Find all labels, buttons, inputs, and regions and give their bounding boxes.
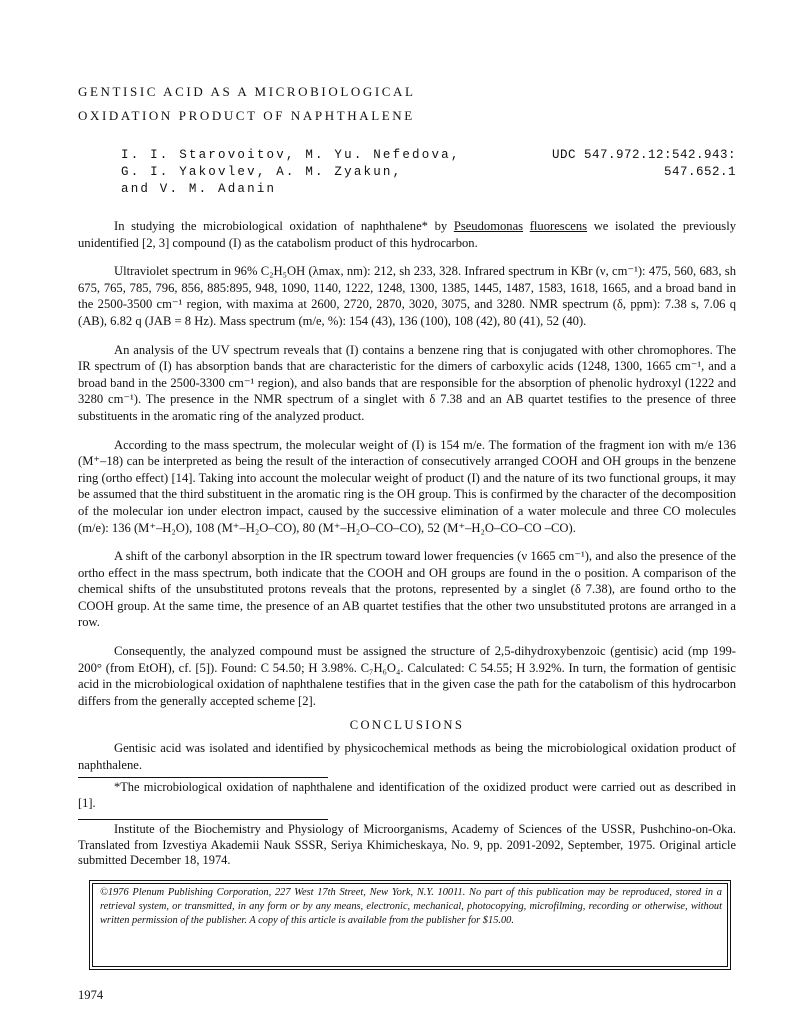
footnote: *The microbiological oxidation of naphthalene and identification of the oxidized product were carried out as described in [1]. — [78, 780, 736, 810]
intro-space — [523, 219, 530, 233]
author-line-2: G. I. Yakovlev, A. M. Zyakun, — [121, 165, 403, 179]
conclusions-heading: CONCLUSIONS — [349, 718, 465, 733]
affiliation-divider — [78, 819, 328, 820]
copyright-box — [89, 880, 731, 970]
genus-name: Pseudomonas — [453, 219, 524, 233]
author-line-1: I. I. Starovoitov, M. Yu. Nefedova, — [121, 148, 461, 162]
intro-text-e: we isolated the previously unidentified [2, 3] compound (I) as the catabolism product of this hydrocarbon. — [78, 219, 736, 250]
udc-code — [552, 147, 736, 181]
article-title-line-2: OXIDATION PRODUCT OF NAPHTHALENE — [78, 108, 415, 123]
paragraph-structure: Consequently, the analyzed compound must be assigned the structure of 2,5-dihydroxybenzoic (gentisic) acid (mp 199-200° (from EtOH), cf. [5]). Found: C 54.50; H 3.98%. C₇H₆O₄. Calculated: C 54.55; H 3.92%. In turn, the formation of gentisic acid in the microbiological oxidation of naphthalene testifies that in the given case the path for the catabolism of this hydrocarbon differs from the generally accepted scheme [2]. — [78, 644, 736, 708]
author-line-3: and V. M. Adanin — [121, 182, 277, 196]
article-body — [78, 218, 736, 877]
paragraph-spectra: Ultraviolet spectrum in 96% C₂H₅OH (λmax, nm): 212, sh 233, 328. Infrared spectrum in KBr (ν, cm⁻¹): 475, 560, 683, sh 675, 765, 785, 796, 856, 885:895, 948, 1090, 1140, 1222, 1248, 1300, 1385, 1445, 1487, 1583, 1618, 1665, and a broad band in the 2500-3500 cm⁻¹ region, with maxima at 2600, 2720, 2870, 3020, 3075, and 3280. NMR spectrum (δ, ppm): 7.38 s, 7.06 q (AB), 6.82 q (JAB = 8 Hz). Mass spectrum (m/e, %): 154 (43), 136 (100), 108 (42), 80 (41), 52 (40). — [78, 264, 736, 328]
conclusions-text: Gentisic acid was isolated and identified by physicochemical methods as being the microbiological oxidation product of naphthalene. — [78, 741, 736, 772]
page-number: 1974 — [78, 988, 104, 1002]
article-title-line-1: GENTISIC ACID AS A MICROBIOLOGICAL — [78, 84, 416, 99]
species-name: fluorescens — [529, 219, 588, 233]
copyright-text: ©1976 Plenum Publishing Corporation, 227 West 17th Street, New York, N.Y. 10011. No part of this publication may be reproduced, stored in a retrieval system, or transmitted, in any form or by any means, electronic, mechanical, photocopying, microfilming, recording or otherwise, without written permission of the publisher. A copy of this article is available from the publisher for $15.00. — [100, 887, 722, 927]
author-list — [121, 147, 461, 198]
intro-text-a: In studying the microbiological oxidation of naphthalene* by — [114, 219, 454, 233]
footnote-divider — [78, 777, 328, 778]
affiliation-note: Institute of the Biochemistry and Physiology of Microorganisms, Academy of Sciences of the USSR, Pushchino-on-Oka. Translated from Izvestiya Akademii Nauk SSSR, Seriya Khimicheskaya, No. 9, pp. 2091-2092, September, 1975. Original article submitted December 18, 1974. — [78, 822, 736, 868]
paragraph-intro — [78, 218, 736, 251]
udc-line-1: UDC 547.972.12:542.943: — [551, 148, 736, 162]
udc-line-2: 547.652.1 — [663, 165, 736, 179]
paragraph-mass-spectrum: According to the mass spectrum, the molecular weight of (I) is 154 m/e. The formation of the fragment ion with m/e 136 (M⁺–18) can be interpreted as being the result of the interaction of consecutively arranged COOH and OH groups in the benzene ring (ortho effect) [14]. Taking into account the molecular weight of product (I) and the nature of its two functional groups, it may be assumed that the third substituent in the aromatic ring is the OH group. This is confirmed by the character of the decomposition of the molecular ion under electron impact, caused by the successive elimination of a water molecule and three CO molecules (m/e): 136 (M⁺–H₂O), 108 (M⁺–H₂O–CO), 80 (M⁺–H₂O–CO–CO), 52 (M⁺–H₂O–CO–CO –CO). — [78, 437, 736, 535]
paragraph-carbonyl-shift: A shift of the carbonyl absorption in the IR spectrum toward lower frequencies (ν 1665 cm⁻¹), and also the presence of the ortho effect in the mass spectrum, both indicate that the COOH and OH groups are found in the o position. A comparison of the chemical shifts of the unsubstituted protons reveals that the protons, represented by a singlet (δ 7.38), are found ortho to the COOH group. At the same time, the presence of an AB quartet testifies that the other two unsubstituted protons are arranged in a row. — [78, 549, 736, 630]
paragraph-uv-analysis: An analysis of the UV spectrum reveals that (I) contains a benzene ring that is conjugated with other chromophores. The IR spectrum of (I) has absorption bands that are characteristic for the dimers of carboxylic acids (1248, 1300, 1665 cm⁻¹, and a broad band in the 2500-3300 cm⁻¹ region), and also bands that are responsible for the absorption of phenolic hydroxyl (1222 and 3280 cm⁻¹). The presence in the NMR spectrum of a singlet with δ 7.38 and an AB quartet testifies to the presence of three substituents in the aromatic ring of the analyzed product. — [78, 342, 736, 423]
